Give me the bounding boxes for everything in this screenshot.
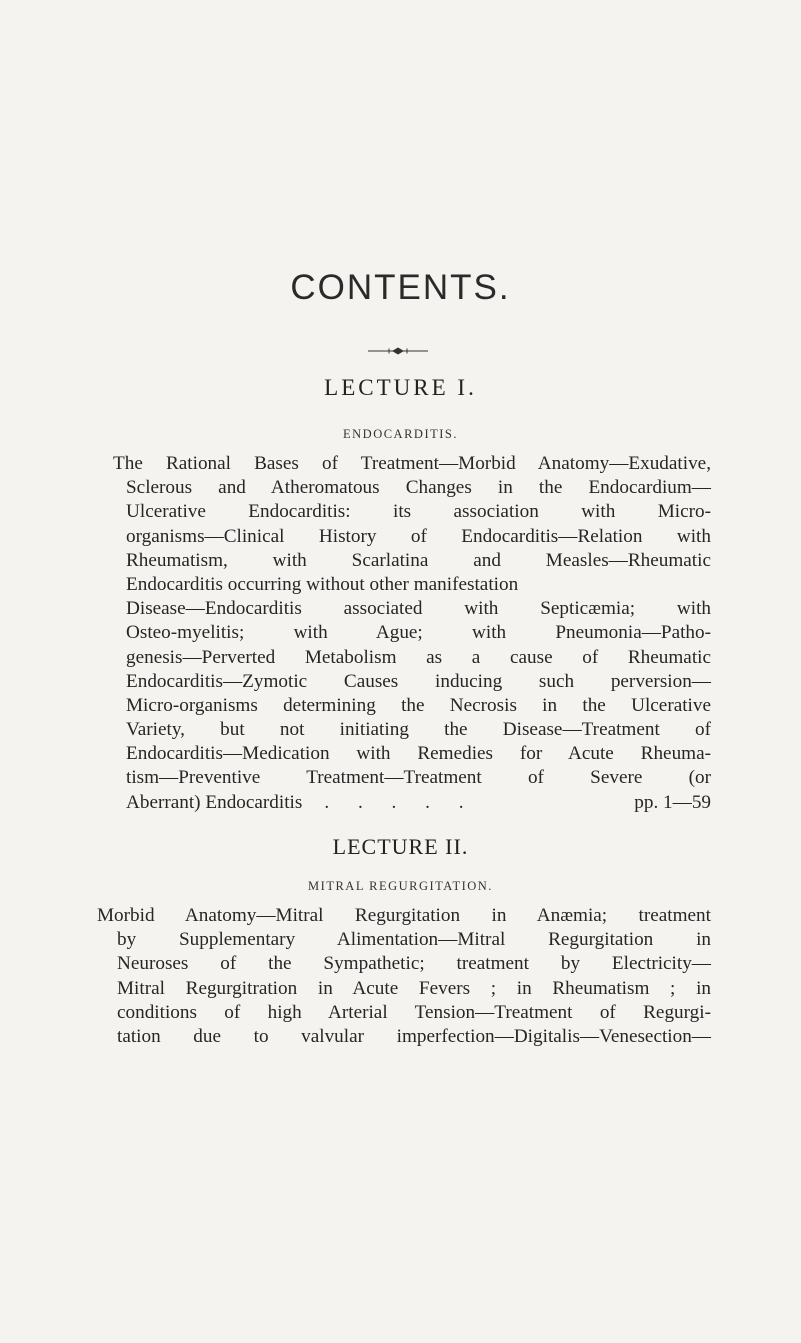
- synopsis-line: genesis—Perverted Metabolism as a cause of Rheumatic: [126, 646, 711, 668]
- synopsis-line: Osteo-myelitis; with Ague; with Pneumonia—Patho-: [126, 622, 711, 644]
- synopsis-line: organisms—Clinical History of Endocarditis—Relation with: [126, 525, 711, 547]
- synopsis-line: Endocarditis—Medication with Remedies for Acute Rheuma-: [126, 743, 711, 765]
- synopsis-last-line: [126, 791, 711, 815]
- ornament-divider: [368, 346, 428, 356]
- synopsis-line: Sclerous and Atheromatous Changes in the Endocardium—: [126, 477, 711, 499]
- page-range: pp. 1—59: [634, 791, 711, 813]
- lecture-2-subject: MITRAL REGURGITATION.: [308, 879, 493, 893]
- synopsis-line: by Supplementary Alimentation—Mitral Regurgitation in: [117, 929, 711, 951]
- page-title: CONTENTS.: [290, 268, 511, 307]
- synopsis-line: Neuroses of the Sympathetic; treatment by Electricity—: [117, 953, 711, 975]
- dot-leader: . . . . .: [324, 791, 476, 813]
- synopsis-line: Mitral Regurgitration in Acute Fevers ; in Rheumatism ; in: [117, 977, 711, 999]
- synopsis-line: Disease—Endocarditis associated with Septicæmia; with: [126, 598, 711, 620]
- synopsis-line: Endocarditis—Zymotic Causes inducing such perversion—: [126, 670, 711, 692]
- lecture-1-heading: LECTURE I.: [324, 375, 477, 400]
- synopsis-line: Rheumatism, with Scarlatina and Measles—Rheumatic: [126, 549, 711, 571]
- synopsis-line: Morbid Anatomy—Mitral Regurgitation in Anæmia; treatment: [97, 905, 711, 926]
- synopsis-line: Endocarditis occurring without other manifestation: [126, 573, 519, 595]
- synopsis-line: tation due to valvular imperfection—Digitalis—Venesection—: [117, 1025, 711, 1047]
- lecture-2-heading: LECTURE II.: [332, 834, 469, 859]
- synopsis-line: Micro-organisms determining the Necrosis in the Ulcerative: [126, 694, 711, 716]
- lecture-1-subject: ENDOCARDITIS.: [343, 427, 458, 441]
- synopsis-line: Ulcerative Endocarditis: its association with Micro-: [126, 501, 711, 523]
- lecture-2-synopsis: [97, 904, 711, 1049]
- synopsis-line: The Rational Bases of Treatment—Morbid Anatomy—Exudative,: [113, 453, 711, 474]
- lecture-1-synopsis: [113, 452, 711, 815]
- synopsis-line: tism—Preventive Treatment—Treatment of Severe (or: [126, 767, 711, 789]
- synopsis-line-text: Aberrant) Endocarditis: [126, 791, 303, 813]
- synopsis-line: Variety, but not initiating the Disease—Treatment of: [126, 719, 711, 741]
- synopsis-line: conditions of high Arterial Tension—Treatment of Regurgi-: [117, 1001, 711, 1023]
